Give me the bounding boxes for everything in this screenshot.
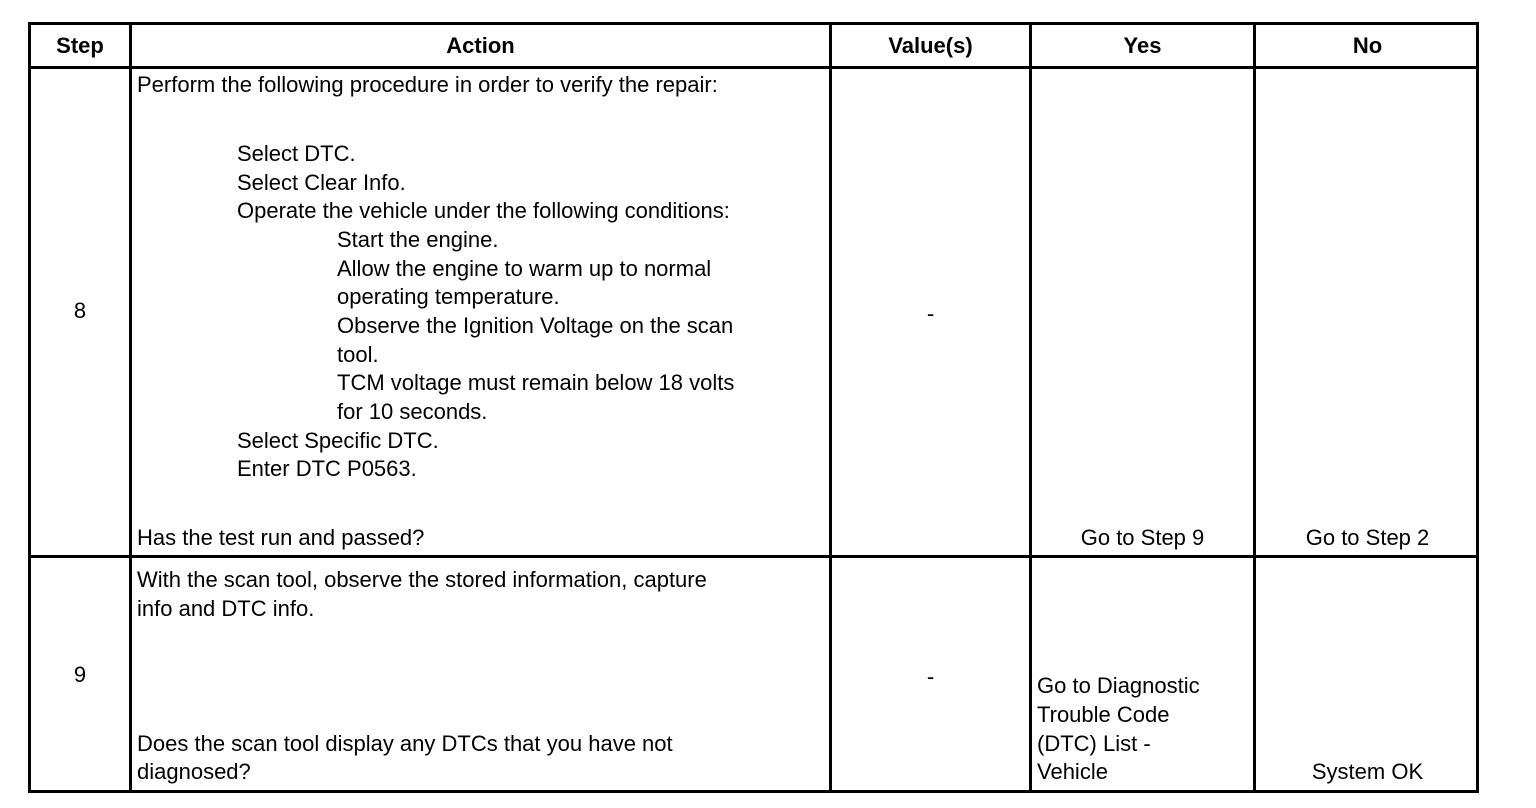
action-question: Has the test run and passed?	[137, 525, 425, 550]
header-values: Value(s)	[888, 32, 973, 58]
value-cell: -	[926, 301, 935, 326]
column-divider	[129, 25, 132, 790]
row-divider	[31, 555, 1476, 558]
action-intro: With the scan tool, observe the stored information, capture	[137, 567, 707, 592]
action-question: diagnosed?	[137, 759, 251, 784]
value-cell: -	[926, 664, 935, 689]
column-divider	[1253, 25, 1256, 790]
no-cell: System OK	[1311, 759, 1424, 784]
action-substep: for 10 seconds.	[337, 399, 488, 424]
row-divider	[31, 66, 1476, 69]
action-substep: tool.	[337, 342, 379, 367]
yes-cell: Go to Diagnostic	[1037, 673, 1200, 698]
no-cell: Go to Step 2	[1305, 525, 1430, 550]
header-no: No	[1352, 32, 1383, 58]
column-divider	[1029, 25, 1032, 790]
yes-cell: (DTC) List -	[1037, 731, 1151, 756]
diagnostic-table	[28, 22, 1479, 793]
header-yes: Yes	[1123, 32, 1162, 58]
action-substep: Observe the Ignition Voltage on the scan	[337, 313, 734, 338]
header-step: Step	[56, 32, 104, 58]
yes-cell: Vehicle	[1037, 759, 1108, 784]
action-step: Select Specific DTC.	[237, 428, 439, 453]
action-step: Enter DTC P0563.	[237, 456, 417, 481]
action-intro: Perform the following procedure in order to verify the repair:	[137, 72, 718, 97]
action-step: Operate the vehicle under the following conditions:	[237, 198, 730, 223]
step-number: 8	[73, 298, 87, 323]
action-step: Select Clear Info.	[237, 170, 406, 195]
action-step: Select DTC.	[237, 141, 356, 166]
yes-cell: Trouble Code	[1037, 702, 1170, 727]
yes-cell: Go to Step 9	[1080, 525, 1205, 550]
header-action: Action	[446, 32, 515, 58]
action-question: Does the scan tool display any DTCs that you have not	[137, 731, 673, 756]
step-number: 9	[73, 662, 87, 687]
action-substep: TCM voltage must remain below 18 volts	[337, 370, 735, 395]
action-intro: info and DTC info.	[137, 596, 315, 621]
action-substep: operating temperature.	[337, 284, 560, 309]
action-substep: Start the engine.	[337, 227, 499, 252]
action-substep: Allow the engine to warm up to normal	[337, 256, 712, 281]
